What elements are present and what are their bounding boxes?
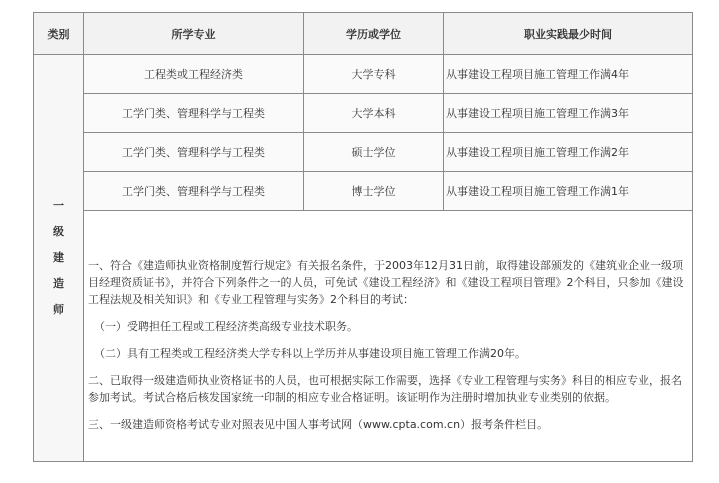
table-row — [34, 55, 693, 94]
major-cell: 工学门类、管理科学与工程类 — [84, 133, 304, 172]
header-row — [34, 13, 693, 55]
experience-cell: 从事建设工程项目施工管理工作满3年 — [444, 94, 693, 133]
category-char: 一 — [53, 199, 64, 212]
note-2: 二、已取得一级建造师执业资格证书的人员，也可根据实际工作需要，选择《专业工程管理与实务》科目的相应专业，报名参加考试。考试合格后核发国家统一印制的相应专业合格证明。该证明作为注册时增加执业专业类别的依据。 — [88, 374, 682, 404]
note-1-item-2: （二）具有工程类或工程经济类大学专科以上学历并从事建设项目施工管理工作满20年。 — [94, 347, 526, 360]
header-degree: 学历或学位 — [304, 13, 444, 55]
note-3: 三、一级建造师资格考试专业对照表见中国人事考试网（www.cpta.com.cn）报考条件栏目。 — [88, 418, 549, 431]
degree-cell: 硕士学位 — [304, 133, 444, 172]
header-category: 类别 — [34, 13, 84, 55]
category-char: 师 — [53, 303, 64, 316]
category-cell — [34, 55, 84, 462]
experience-cell: 从事建设工程项目施工管理工作满4年 — [444, 55, 693, 94]
experience-cell: 从事建设工程项目施工管理工作满2年 — [444, 133, 693, 172]
exam-requirements-table — [33, 12, 693, 462]
notes-cell — [84, 211, 693, 462]
degree-cell: 大学专科 — [304, 55, 444, 94]
note-1-item-1: （一）受聘担任工程或工程经济类高级专业技术职务。 — [94, 320, 358, 333]
header-experience: 职业实践最少时间 — [444, 13, 693, 55]
major-cell: 工学门类、管理科学与工程类 — [84, 94, 304, 133]
category-char: 级 — [53, 225, 64, 238]
major-cell: 工学门类、管理科学与工程类 — [84, 172, 304, 211]
degree-cell: 博士学位 — [304, 172, 444, 211]
category-char: 建 — [53, 251, 64, 264]
experience-cell: 从事建设工程项目施工管理工作满1年 — [444, 172, 693, 211]
table-row — [34, 133, 693, 172]
table-row — [34, 172, 693, 211]
table-row — [34, 94, 693, 133]
degree-cell: 大学本科 — [304, 94, 444, 133]
category-char: 造 — [53, 277, 64, 290]
notes-row — [34, 211, 693, 462]
major-cell: 工程类或工程经济类 — [84, 55, 304, 94]
note-1: 一、符合《建造师执业资格制度暂行规定》有关报名条件，于2003年12月31日前，取得建设部颁发的《建筑业企业一级项目经理资质证书》，并符合下列条件之一的人员，可免试《建设工程经济》和《建设工程项目管理》2个科目，只参加《建设工程法规及相关知识》和《专业工程管理与实务》2个科目的考试： — [88, 259, 684, 306]
header-major: 所学专业 — [84, 13, 304, 55]
